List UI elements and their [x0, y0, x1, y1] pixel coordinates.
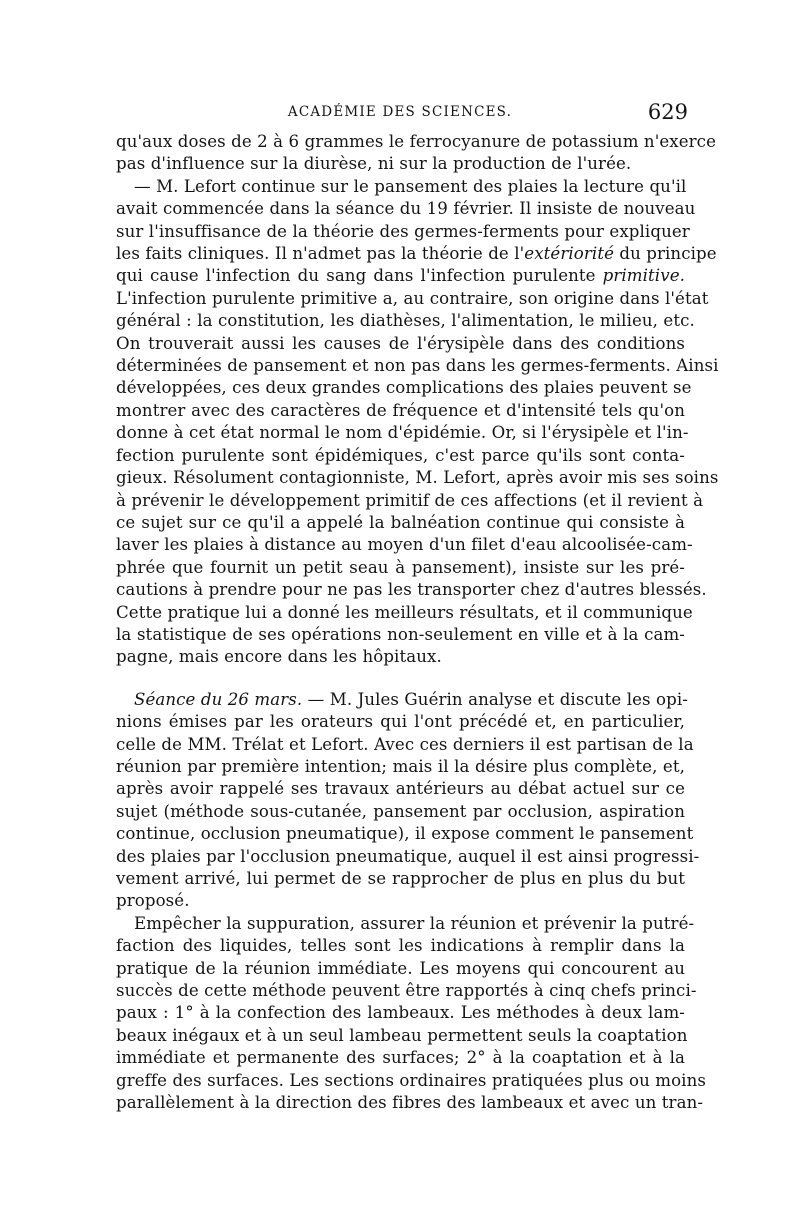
text-fragment: — M. Jules Guérin analyse et discute les opi- — [302, 689, 688, 709]
text-line: avait commencée dans la séance du 19 février. Il insiste de nouveau — [116, 199, 696, 219]
paragraph-urea — [116, 131, 716, 176]
italic-term: extériorité — [524, 244, 615, 264]
text-line: pagne, mais encore dans les hôpitaux. — [116, 647, 442, 667]
page-number: 629 — [647, 100, 688, 124]
text-line: qu'aux doses de 2 à 6 grammes le ferrocyanure de potassium n'exerce — [116, 132, 716, 151]
text-line-with-italic: les faits cliniques. Il n'admet pas la théorie de l'extériorité du principe — [116, 244, 717, 264]
text-line: faction des liquides, telles sont les indications à remplir dans la — [116, 936, 685, 956]
text-line: phrée que fournit un petit seau à pansement), insiste sur les pré- — [116, 557, 685, 577]
text-line: parallèlement à la direction des fibres des lambeaux et avec un tran- — [116, 1093, 704, 1113]
section-gap — [116, 669, 685, 689]
text-line: sur l'insuffisance de la théorie des germes-ferments pour expliquer — [116, 221, 690, 241]
text-line: immédiate et permanente des surfaces; 2° à la coaptation et à la — [116, 1048, 685, 1068]
italic-term: primitive. — [602, 266, 685, 286]
text-line: Empêcher la suppuration, assurer la réunion et prévenir la putré- — [134, 913, 695, 933]
text-line: des plaies par l'occlusion pneumatique, auquel il est ainsi progressi- — [116, 846, 700, 866]
text-line: à prévenir le développement primitif de ces affections (et il revient à — [116, 490, 704, 510]
text-line: celle de MM. Trélat et Lefort. Avec ces derniers il est partisan de la — [116, 734, 694, 754]
paragraph-suppuration — [116, 913, 706, 1115]
text-line: développées, ces deux grandes complications des plaies peuvent se — [116, 378, 692, 398]
session-label: Séance du 26 mars. — [134, 689, 303, 709]
text-line: continue, occlusion pneumatique), il expose comment le pansement — [116, 824, 694, 844]
text-line: sujet (méthode sous-cutanée, pansement par occlusion, aspiration — [116, 801, 685, 821]
text-line: pratique de la réunion immédiate. Les moyens qui concourent au — [116, 958, 685, 978]
text-line: cautions à prendre pour ne pas les transporter chez d'autres blessés. — [116, 580, 707, 600]
text-line: pas d'influence sur la diurèse, ni sur la production de l'urée. — [116, 154, 632, 174]
text-line: après avoir rappelé ses travaux antérieurs au débat actuel sur ce — [116, 779, 685, 799]
text-line-with-italic: qui cause l'infection du sang dans l'infection purulente primitive. — [116, 266, 685, 286]
text-line: Cette pratique lui a donné les meilleurs résultats, et il communique — [116, 602, 693, 622]
text-line: On trouverait aussi les causes de l'érysipèle dans des conditions — [116, 333, 685, 353]
text-line: déterminées de pansement et non pas dans les germes-ferments. Ainsi — [116, 356, 719, 376]
text-line: proposé. — [116, 891, 190, 911]
text-line: gieux. Résolument contagionniste, M. Lefort, après avoir mis ses soins — [116, 468, 719, 488]
text-line: L'infection purulente primitive a, au contraire, son origine dans l'état — [116, 288, 709, 308]
text-line: général : la constitution, les diathèses, l'alimentation, le milieu, etc. — [116, 311, 695, 331]
text-line: montrer avec des caractères de fréquence et d'intensité tels qu'on — [116, 400, 685, 420]
running-header — [116, 100, 688, 124]
paragraph-seance-26-mars — [116, 689, 700, 913]
text-line: donne à cet état normal le nom d'épidémie. Or, si l'érysipèle et l'in- — [116, 423, 689, 443]
text-line: ce sujet sur ce qu'il a appelé la balnéation continue qui consiste à — [116, 512, 685, 532]
text-line: — M. Lefort continue sur le pansement des plaies la lecture qu'il — [134, 176, 687, 196]
text-line: succès de cette méthode peuvent être rapportés à cinq chefs princi- — [116, 981, 697, 1001]
text-line: nions émises par les orateurs qui l'ont précédé et, en particulier, — [116, 712, 685, 732]
text-line: vement arrivé, lui permet de se rapprocher de plus en plus du but — [116, 869, 685, 888]
text-line-session-start — [116, 689, 688, 711]
text-line: fection purulente sont épidémiques, c'est parce qu'ils sont conta- — [116, 445, 685, 465]
text-line: greffe des surfaces. Les sections ordinaires pratiquées plus ou moins — [116, 1070, 706, 1090]
body-text — [116, 131, 719, 1114]
running-header-title: ACADÉMIE DES SCIENCES. — [287, 104, 513, 120]
text-line: réunion par première intention; mais il la désire plus complète, et, — [116, 756, 685, 776]
text-line: laver les plaies à distance au moyen d'un filet d'eau alcoolisée-cam- — [116, 535, 693, 555]
paragraph-lefort — [116, 176, 719, 669]
text-line: paux : 1° à la confection des lambeaux. Les méthodes à deux lam- — [116, 1003, 685, 1023]
text-line: la statistique de ses opérations non-seulement en ville et à la cam- — [116, 624, 685, 644]
text-line: beaux inégaux et à un seul lambeau permettent seuls la coaptation — [116, 1025, 688, 1045]
